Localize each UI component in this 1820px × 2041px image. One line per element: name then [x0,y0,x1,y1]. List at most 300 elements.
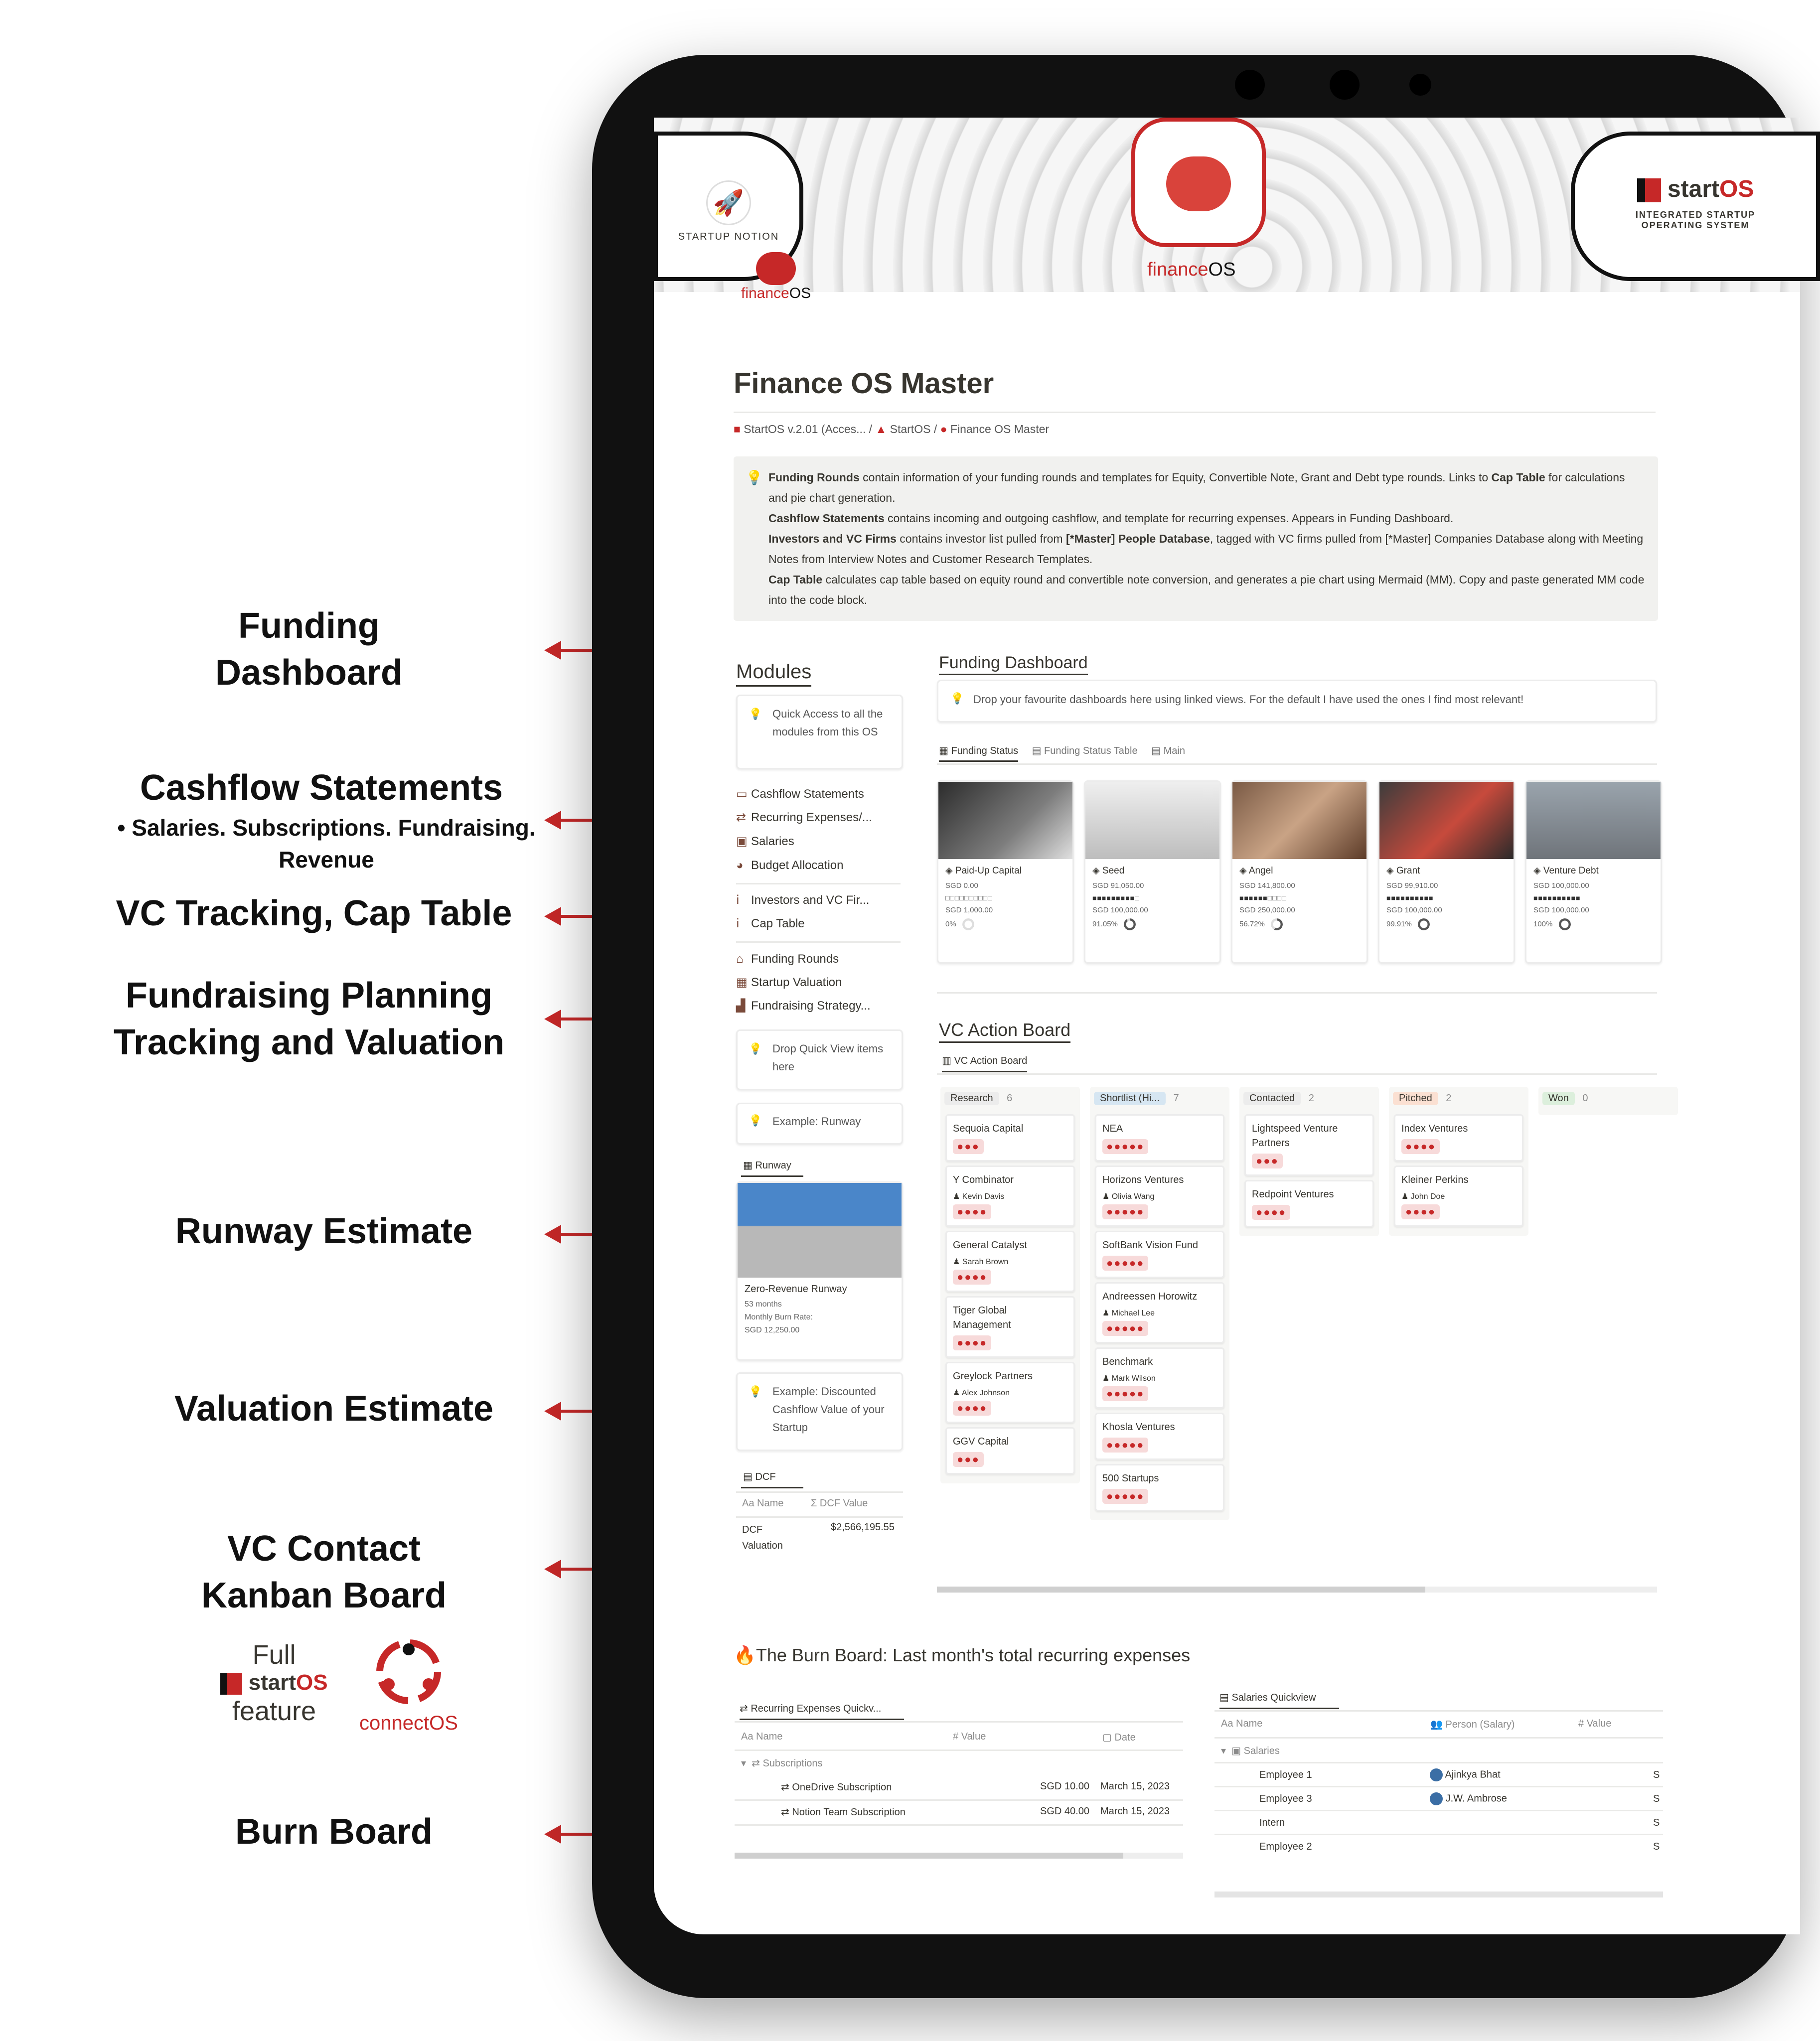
module-label: Investors and VC Fir... [751,893,870,907]
table-icon: ▤ [1219,1692,1229,1703]
priority-dots: ●●● [953,1452,984,1467]
vc-card-name: Y Combinator [953,1174,1014,1185]
vc-card-person [947,1256,1073,1270]
fire-icon: 🔥 [734,1645,756,1665]
lightbulb-icon: 💡 [746,470,763,485]
header-text: Name [756,1731,783,1742]
bar-chart-icon: ▟ [736,999,746,1013]
avatar [1430,1768,1443,1781]
info-bold[interactable]: Cashflow Statements [768,512,885,525]
info-text: calculates cap table based on equity round and convertible note conversion, and generates a pie chart using Mermaid (MM). Copy and paste generated MM code into the code block. [768,573,1645,606]
modules-column [736,661,908,1682]
divider [1214,1710,1663,1712]
startos-logo-icon [220,1673,242,1695]
priority-row [1395,1204,1522,1225]
recurring-tab-label: Recurring Expenses Quickv... [751,1703,882,1714]
breadcrumb-text: Finance OS Master [950,423,1050,436]
info-bold[interactable]: Cap Table [768,573,823,586]
vc-card-name: General Catalyst [953,1240,1027,1251]
salaries-tab-label: Salaries Quickview [1231,1692,1316,1703]
horizontal-scrollbar[interactable] [1214,1892,1663,1897]
vc-card-name: Index Ventures [1401,1123,1468,1134]
vc-card-name: Khosla Ventures [1102,1422,1175,1433]
funding-card-title [1232,859,1366,879]
card-name: Angel [1248,866,1273,876]
callout-sub: • Salaries. Subscriptions. Fundraising. Revenue [117,814,536,873]
column-name: Won [1542,1092,1575,1105]
module-cap-table[interactable] [736,912,901,935]
kanban-column [1090,1087,1229,1520]
quick-access-text: Quick Access to all the modules from this OS [772,708,883,738]
scrollbar-thumb[interactable] [735,1853,1123,1859]
dcf-header-text: Name [757,1498,784,1509]
divider [937,1073,1657,1075]
funding-round-card[interactable] [1084,780,1221,964]
row-date: March 15, 2023 [1100,1806,1170,1817]
module-investors[interactable] [736,889,901,912]
column-name: Shortlist (Hi... [1094,1092,1166,1105]
callout-funding-dashboard [140,603,478,696]
vc-card-name: Horizons Ventures [1102,1174,1184,1185]
funding-note-callout [937,680,1657,723]
horizontal-scrollbar[interactable] [735,1853,1183,1859]
callout-valuation [135,1386,533,1433]
brand-start: start [248,1670,297,1695]
table-icon: ▤ [1151,745,1161,756]
card-name: Venture Debt [1543,866,1599,876]
vc-card[interactable] [945,1362,1075,1423]
person-name: Alex Johnson [961,1389,1010,1397]
funding-icon: ◈ [945,866,953,876]
salaries-header-name: Aa Name [1221,1718,1263,1729]
connectos-wordmark [359,1712,458,1735]
salary-value: S [1653,1817,1660,1828]
vc-card[interactable] [1095,1166,1224,1227]
person-name: Ajinkya Bhat [1445,1769,1501,1780]
breadcrumb-text: StartOS v.2.01 (Acces... [744,423,866,436]
tab-label: Funding Status Table [1044,745,1138,756]
info-line [768,467,1646,508]
person-icon: ♟ [953,1258,960,1266]
vc-card-name: GGV Capital [953,1436,1009,1447]
salary-value: S [1653,1793,1660,1804]
vc-card[interactable] [945,1296,1075,1358]
salaries-header-value: # Value [1578,1718,1612,1729]
module-fundraising-strategy[interactable] [736,995,901,1018]
breadcrumb-item[interactable] [875,423,930,436]
vc-card[interactable] [945,1231,1075,1292]
kanban-column-header[interactable] [1538,1087,1678,1110]
funding-dashboard-heading: Funding Dashboard [939,653,1088,675]
card-percent-row [1526,916,1661,932]
salary-name: Intern [1259,1817,1285,1828]
callout-line: VC Contact [227,1529,421,1569]
funding-round-card[interactable] [1525,780,1662,964]
header-text: Value [961,1731,986,1742]
startos-icon: ■ [734,423,741,436]
salary-value: S [1653,1769,1660,1780]
salary-name: Employee 2 [1259,1841,1312,1852]
salaries-tab[interactable] [1219,1691,1339,1709]
vc-card[interactable] [1244,1114,1374,1176]
funding-card-image [938,782,1072,859]
dcf-row-name[interactable]: DCF Valuation [742,1524,783,1551]
card-raised: SGD 141,800.00 [1239,881,1295,890]
person-icon: ♟ [1102,1192,1110,1201]
lightbulb-icon: 💡 [749,1114,762,1127]
recurring-row[interactable]: ⇄ Notion Team Subscription [781,1807,906,1818]
callout-sub-text: Salaries. Subscriptions. Fundraising. Revenue [132,814,536,873]
module-cashflow-statements[interactable] [736,783,901,806]
subscriptions-group[interactable]: ▾ ⇄ Subscriptions [741,1758,823,1769]
lightbulb-icon: 💡 [749,1385,762,1398]
person-name: Sarah Brown [962,1258,1009,1266]
person-name: Michael Lee [1111,1309,1155,1317]
salary-row[interactable] [1214,1762,1663,1786]
group-label: Subscriptions [762,1758,823,1769]
priority-dots: ●●●● [1401,1139,1440,1154]
repeat-icon: ⇄ [740,1703,748,1714]
burn-rate-label: Monthly Burn Rate: [745,1313,813,1321]
connectos-badge [359,1634,458,1735]
column-count: 6 [1007,1093,1013,1104]
lightbulb-icon: 💡 [950,692,964,705]
card-percent-row [1085,916,1219,932]
card-target: SGD 250,000.00 [1239,906,1295,914]
callout-kanban [140,1526,508,1619]
recurring-tab[interactable] [740,1702,904,1720]
module-label: Startup Valuation [751,976,842,989]
priority-row [947,1335,1073,1356]
drop-quick-view-callout [736,1029,903,1090]
breadcrumb-item[interactable] [734,423,866,436]
vc-card[interactable] [1095,1282,1224,1343]
salary-name: Employee 3 [1259,1793,1312,1804]
funding-icon: ◈ [1092,866,1100,876]
callout-line: Dashboard [215,652,403,693]
vc-card-name: Kleiner Perkins [1401,1174,1469,1185]
recurring-header-value: # Value [953,1731,986,1742]
dcf-header-text: DCF Value [819,1498,868,1509]
breadcrumb: ■ StartOS v.2.01 (Acces... / ▲ StartOS / ● Finance OS Master [734,423,1050,436]
camera-icon [1409,74,1431,96]
priority-dots: ●●●●● [1102,1139,1148,1154]
priority-row [1096,1139,1223,1160]
vc-card[interactable] [1095,1114,1224,1162]
divider [735,1721,1183,1723]
module-funding-rounds[interactable] [736,948,901,971]
example-dcf-callout [736,1372,903,1451]
progress-bar: ■■■■■■■■■■ [1533,894,1581,902]
vc-card[interactable] [1095,1464,1224,1511]
gallery-icon: ▦ [939,745,948,756]
column-count: 7 [1173,1093,1179,1104]
page-icon [741,252,811,302]
info-bold[interactable]: Investors and VC Firms [768,532,897,545]
recurring-header-name: Aa Name [741,1731,783,1742]
divider [736,883,901,884]
page-icon-wordmark [741,285,811,302]
startos-logo-icon [1637,178,1661,202]
header-text: Value [1586,1718,1612,1729]
priority-row [1096,1386,1223,1407]
tagline-2: OPERATING SYSTEM [1641,220,1750,230]
vc-card[interactable] [1394,1166,1523,1227]
quick-access-callout [736,695,903,769]
priority-dots: ●●● [1252,1154,1283,1168]
vc-board-heading: VC Action Board [939,1020,1070,1043]
investor-icon: ⅰ [736,893,740,907]
kanban-column-header[interactable] [1239,1087,1379,1110]
callout-runway [125,1208,523,1255]
kanban-column-header[interactable] [940,1087,1080,1110]
tagline-1: INTEGRATED STARTUP [1635,210,1756,220]
brand-os: OS [789,285,811,301]
vc-card-name: Greylock Partners [953,1371,1033,1382]
table-icon: ▤ [1032,745,1042,756]
vc-card-name: 500 Startups [1102,1473,1159,1484]
module-label: Salaries [751,835,794,848]
card-percent: 56.72% [1239,919,1265,928]
module-label: Recurring Expenses/... [751,811,872,824]
row-value: SGD 10.00 [1040,1781,1089,1792]
priority-row [1096,1204,1223,1225]
divider [735,1799,1183,1801]
priority-dots: ●●●● [953,1335,991,1350]
module-label: Fundraising Strategy... [751,999,871,1013]
avatar [1430,1792,1443,1805]
callout-fundraising [100,973,518,1066]
priority-dots: ●●●● [1252,1205,1290,1220]
module-recurring-expenses[interactable] [736,806,901,829]
funding-round-card[interactable] [1378,780,1515,964]
header-text: Person (Salary) [1445,1719,1515,1730]
person-icon: ♟ [1102,1309,1110,1317]
callout-vc-tracking [100,890,528,937]
info-text: , tagged with VC firms pulled from [*Master] Companies Database along with Meeting Notes from Interview Notes and Customer Research Templates. [768,532,1644,566]
dcf-tab-label: DCF [755,1471,776,1482]
runway-card[interactable] [736,1181,903,1361]
info-text: contains incoming and outgoing cashflow, and template for recurring expenses. Appears in Funding Dashboard. [884,512,1454,525]
repeat-icon: ⇄ [736,811,747,824]
module-label: Funding Rounds [751,952,839,966]
group-label: Salaries [1243,1746,1280,1756]
vc-card[interactable] [945,1166,1075,1227]
callout-line: Burn Board [235,1812,433,1852]
funding-card-title [938,859,1072,879]
card-name: Grant [1396,866,1420,876]
funding-card-title [1085,859,1219,879]
progress-ring-icon [1124,918,1136,930]
divider [937,763,1657,765]
priority-dots: ●●● [953,1139,984,1154]
vc-card-person [1096,1190,1223,1204]
salary-name: Employee 1 [1259,1769,1312,1780]
module-budget-allocation[interactable] [736,854,901,877]
burn-heading-text: The Burn Board: Last month's total recurring expenses [756,1645,1191,1665]
callout-line: Tracking and Valuation [113,1022,505,1062]
row-value: SGD 40.00 [1040,1806,1089,1817]
salary-row[interactable] [1214,1810,1663,1834]
vc-card[interactable] [1095,1347,1224,1409]
info-bold[interactable]: Cap Table [1491,471,1545,484]
info-bold[interactable]: [*Master] People Database [1065,532,1210,545]
info-text: contains investor list pulled from [896,532,1066,545]
kanban-column [1389,1087,1528,1236]
priority-dots: ●●●●● [1102,1386,1148,1401]
tab-label: Funding Status [951,745,1018,756]
info-callout [734,456,1658,621]
card-percent-row [1232,916,1366,932]
row-name: OneDrive Subscription [792,1782,892,1793]
tab-funding-status-table[interactable] [1032,745,1138,756]
table-icon: ▤ [743,1471,753,1482]
progress-bar: ■■■■■■■■■■ [1386,894,1434,902]
callout-line: VC Tracking, Cap Table [116,893,512,933]
divider [735,1824,1183,1826]
funding-round-card[interactable] [937,780,1074,964]
divider [1214,1737,1663,1739]
progress-bar: □□□□□□□□□□ [945,894,993,902]
tab-main[interactable] [1151,745,1185,756]
card-percent: 91.05% [1092,919,1118,928]
kanban-column-header[interactable] [1389,1087,1528,1110]
funding-note-text: Drop your favourite dashboards here using linked views. For the default I have used the ones I find most relevant! [973,693,1524,706]
priority-dots: ●●●●● [1102,1256,1148,1271]
kanban-column [1538,1087,1678,1115]
person-icon: ♟ [953,1192,960,1201]
vc-card[interactable] [945,1427,1075,1474]
funding-card-image [1379,782,1514,859]
money-icon: ▭ [736,787,748,801]
salary-value: S [1653,1841,1660,1852]
notion-page [654,118,1800,1934]
bank-icon: ⌂ [736,952,744,966]
vc-card[interactable] [1095,1413,1224,1460]
card-target: SGD 100,000.00 [1092,906,1148,914]
piggy-bank-icon: ● [940,423,947,436]
runway-image [738,1183,902,1278]
runway-tab-label: Runway [755,1160,791,1171]
breadcrumb-text: StartOS [890,423,931,436]
lightbulb-icon: 💡 [749,1042,762,1055]
callout-line: Funding [238,606,380,646]
card-percent-row [938,916,1072,932]
pie-chart-icon: ◕ [736,859,744,872]
funding-view-tabs [939,744,1185,757]
salary-row[interactable] [1214,1786,1663,1810]
divider [736,941,901,943]
runway-tab[interactable] [741,1159,803,1177]
funding-card-image [1232,782,1366,859]
dcf-row-value: $2,566,195.55 [831,1522,895,1533]
recurring-row[interactable]: ⇄ OneDrive Subscription [781,1782,892,1793]
row-date: March 15, 2023 [1100,1781,1170,1792]
vc-board-tab[interactable] [942,1054,1027,1072]
priority-dots: ●●●●● [1102,1438,1148,1453]
card-percent-row [1379,916,1514,932]
brand-os: OS [1208,259,1236,280]
module-startup-valuation[interactable] [736,971,901,994]
horizontal-scrollbar[interactable] [937,1587,1657,1593]
brand-os: OS [296,1670,328,1695]
vc-card-person [1096,1372,1223,1386]
vc-card-person [1395,1190,1522,1204]
vc-card-name: Redpoint Ventures [1252,1189,1334,1200]
priority-dots: ●●●● [953,1270,991,1285]
tab-label: Main [1163,745,1185,756]
brand-connect: connect [359,1712,430,1734]
priority-row [1246,1205,1372,1226]
priority-row [1096,1489,1223,1510]
tab-funding-status[interactable] [939,745,1018,762]
vc-card[interactable] [945,1114,1075,1162]
card-name: Paid-Up Capital [955,866,1022,876]
callout-burn [135,1809,533,1856]
info-text: for calculations and pie chart generation. [768,471,1625,504]
header-text: Name [1236,1718,1263,1729]
dcf-tab[interactable] [741,1470,803,1488]
breadcrumb-item[interactable] [940,423,1049,436]
kanban-column-header[interactable] [1090,1087,1229,1110]
scrollbar-thumb[interactable] [937,1587,1425,1593]
callout-line: Runway Estimate [175,1211,473,1251]
card-raised: SGD 91,050.00 [1092,881,1144,890]
vc-card[interactable] [1244,1180,1374,1227]
funding-card-title [1379,859,1514,879]
column-count: 0 [1582,1093,1588,1104]
funding-round-card[interactable] [1231,780,1368,964]
vc-card-name: Lightspeed Venture Partners [1252,1123,1338,1149]
column-count: 2 [1446,1093,1452,1104]
priority-row [947,1270,1073,1291]
vc-card-person [947,1387,1073,1401]
priority-row [947,1452,1073,1473]
funding-card-title [1526,859,1661,879]
callout-line: Fundraising Planning [126,976,492,1016]
drop-quick-text: Drop Quick View items here [772,1042,884,1073]
vc-card[interactable] [1095,1231,1224,1278]
priority-dots: ●●●●● [1102,1204,1148,1219]
startos-cover-badge [1571,132,1820,281]
person-name: J.W. Ambrose [1445,1793,1507,1804]
runway-card-title: Zero-Revenue Runway [745,1284,847,1295]
info-bold[interactable]: Funding Rounds [768,471,860,484]
callout-cashflow [90,765,553,875]
salaries-group[interactable]: ▾ ▣ Salaries [1221,1746,1280,1756]
card-target: SGD 100,000.00 [1533,906,1589,914]
module-label: Budget Allocation [751,859,844,872]
card-percent: 100% [1533,919,1553,928]
funding-icon: ◈ [1533,866,1541,876]
vc-card-person [1096,1307,1223,1321]
card-target: SGD 100,000.00 [1386,906,1442,914]
progress-bar: ■■■■■■■■■□ [1092,894,1140,902]
vc-card-name: Andreessen Horowitz [1102,1291,1198,1302]
vc-card-name: Sequoia Capital [953,1123,1024,1134]
salary-row[interactable] [1214,1834,1663,1858]
startos-feature-badge [214,1639,334,1727]
priority-dots: ●●●●● [1102,1489,1148,1504]
row-name: Notion Team Subscription [792,1807,906,1818]
page-title: Finance OS Master [734,367,994,400]
progress-ring-icon [1418,918,1430,930]
vc-card[interactable] [1394,1114,1523,1162]
piggy-bank-icon [756,252,796,285]
startup-notion-label: STARTUP NOTION [678,231,779,242]
priority-row [1096,1438,1223,1458]
module-salaries[interactable] [736,830,901,853]
